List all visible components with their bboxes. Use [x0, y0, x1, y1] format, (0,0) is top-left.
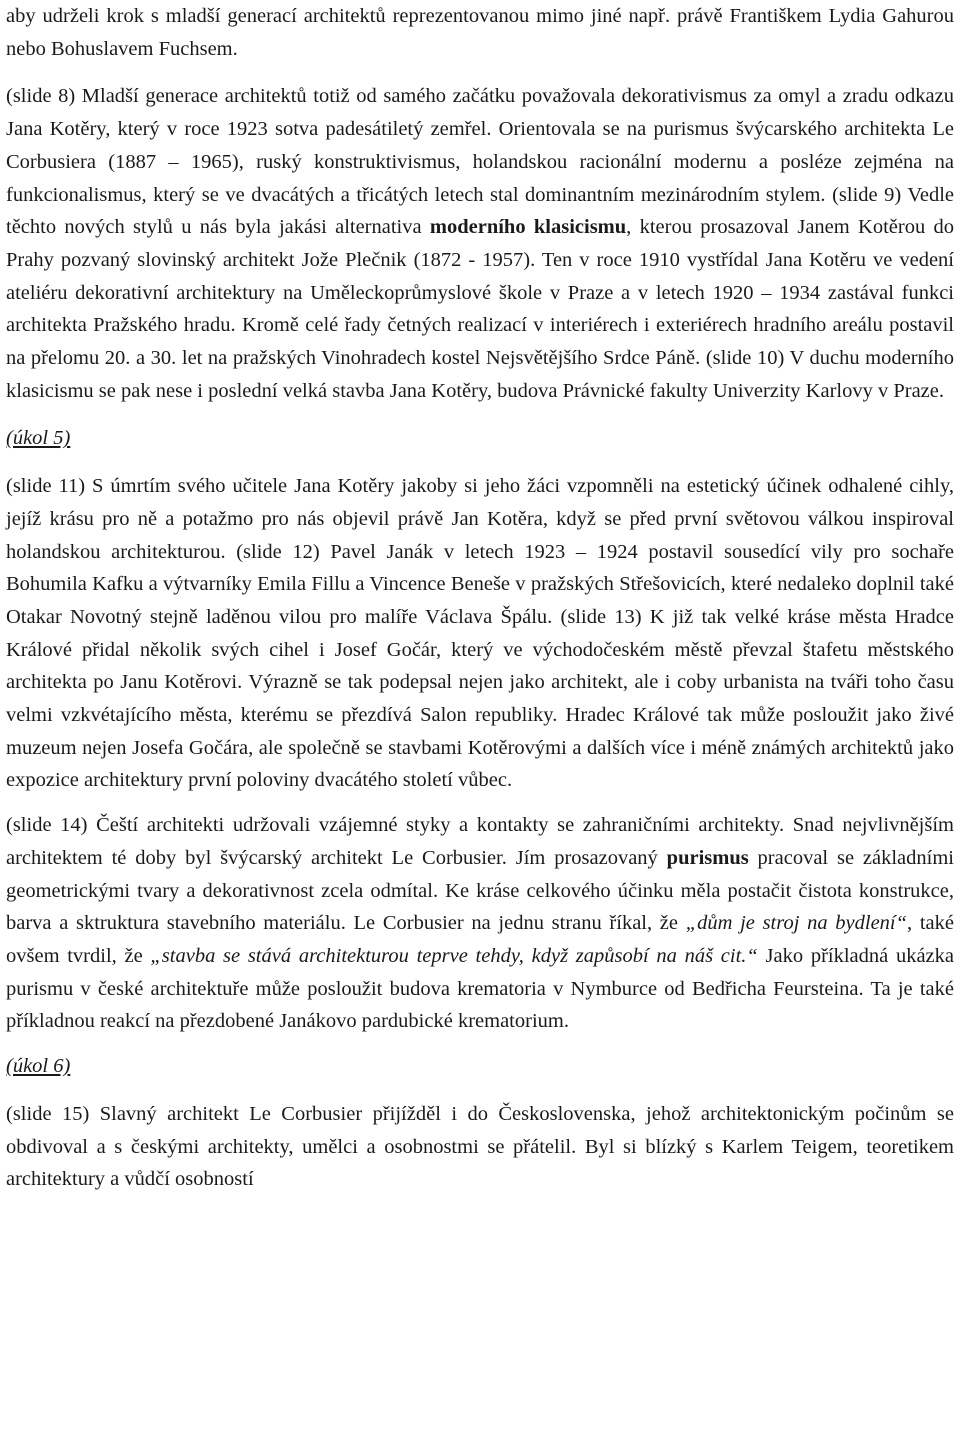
text-run: Jako příkladná ukázka purismu v české architektuře může posloužit budova krematoria v Nymburce od Bedřicha Feursteina. Ta je také příkladnou reakcí na přezdobené Janákovo pardubické krematorium.	[6, 944, 954, 1033]
paragraph-intro-continuation	[6, 0, 954, 65]
text-run: (slide 14) Čeští architekti udržovali vzájemné styky a kontakty se zahraničními architekty. Snad nejvlivnějším architektem té doby byl švýcarský architekt Le Corbusier. Jím prosazovaný	[6, 814, 954, 869]
text-run: (slide 8) Mladší generace architektů totiž od samého začátku považovala dekorativismus za omyl a zradu odkazu Jana Kotěry, který v roce 1923 sotva padesátiletý zemřel. Orientovala se na purismus švýcarského architekta Le Corbusiera (1887 – 1965), ruský konstruktivismus, holandskou racionální modernu a posléze zejména na funkcionalismus, který se ve dvacátých a třicátých letech stal dominantním mezinárodním stylem. (slide 9) Vedle těchto nových stylů u nás byla jakási alternativa	[6, 85, 954, 239]
text-run: , kterou prosazoval Janem Kotěrou do Prahy pozvaný slovinský architekt Jože Plečnik (1872 - 1957). Ten v roce 1910 vystřídal Jana Kotěru ve vedení ateliéru dekorativní architektury na Uměleckoprůmyslové škole v Praze a v letech 1920 – 1934 zastával funkci architekta Pražského hradu. Kromě celé řady četných realizací v interiérech i exteriérech hradního areálu postavil na přelomu 20. a 30. let na pražských Vinohradech kostel Nejsvětějšího Srdce Páně. (slide 10) V duchu moderního klasicismu se pak nese i poslední velká stavba Jana Kotěry, budova Právnické fakulty Univerzity Karlovy v Praze.	[6, 216, 954, 402]
paragraph-slides-8-10	[6, 80, 954, 407]
task-5-label	[6, 422, 954, 455]
paragraph-slide-14	[6, 809, 954, 1038]
quote-house-machine: „dům je stroj na bydlení“	[685, 912, 908, 935]
text-run: pracoval se základními geometrickými tvary a dekorativnost zcela odmítal. Ke kráse celkového účinku měla postačit čistota konstrukce, barva a sktruktura stavebního materiálu. Le Corbusier na jednu stranu říkal, že	[6, 846, 954, 935]
text-run: , také ovšem tvrdil, že	[6, 912, 954, 967]
text-run: (slide 11) S úmrtím svého učitele Jana Kotěry jakoby si jeho žáci vzpomněli na estetický účinek odhalené cihly, jejíž krásu pro ně a potažmo pro nás objevil právě Jan Kotěra, když se před první světovou válkou inspiroval holandskou architekturou. (slide 12) Pavel Janák v letech 1923 – 1924 postavil sousedící vily pro sochaře Bohumila Kafku a výtvarníky Emila Fillu a Vincence Beneše v pražských Střešovicích, které nedaleko doplnil také Otakar Novotný stejně laděnou vilou pro malíře Václava Špálu. (slide 13) K již tak velké kráse města Hradce Králové přidal několik svých cihel i Josef Gočár, který ve východočeském městě převzal štafetu městského architekta po Janu Kotěrovi. Výrazně se tak podepsal nejen jako architekt, ale i coby urbanista na tváři toho času velmi vzkvétajícího města, kterému se přezdívá Salon republiky. Hradec Králové tak může posloužit jako živé muzeum nejen Josefa Gočára, ale společně se stavbami Kotěrovými a dalších více i méně známých architektů jako expozice architektury první poloviny dvacátého století vůbec.	[6, 475, 954, 792]
quote-building-architecture: „stavba se stává architekturou teprve tehdy, když zapůsobí na náš cit.“	[150, 944, 758, 967]
bold-term-modern-classicism: moderního klasicismu	[429, 216, 627, 239]
task-link: (úkol 5)	[6, 427, 71, 450]
paragraph-slides-11-13	[6, 470, 954, 797]
paragraph-slide-15	[6, 1098, 954, 1196]
text-run: (slide 15) Slavný architekt Le Corbusier přijížděl i do Československa, jehož architektonickým počinům se obdivoval a s českými architekty, umělci a osobnostmi se přátelil. Byl si blízký s Karlem Teigem, teoretikem architektury a vůdčí osobností	[6, 1102, 954, 1191]
task-6-label	[6, 1050, 954, 1083]
text-run: aby udrželi krok s mladší generací architektů reprezentovanou mimo jiné např. právě Františkem Lydia Gahurou nebo Bohuslavem Fuchsem.	[6, 5, 954, 60]
bold-term-purismus: purismus	[666, 846, 749, 869]
task-link: (úkol 6)	[6, 1055, 71, 1078]
